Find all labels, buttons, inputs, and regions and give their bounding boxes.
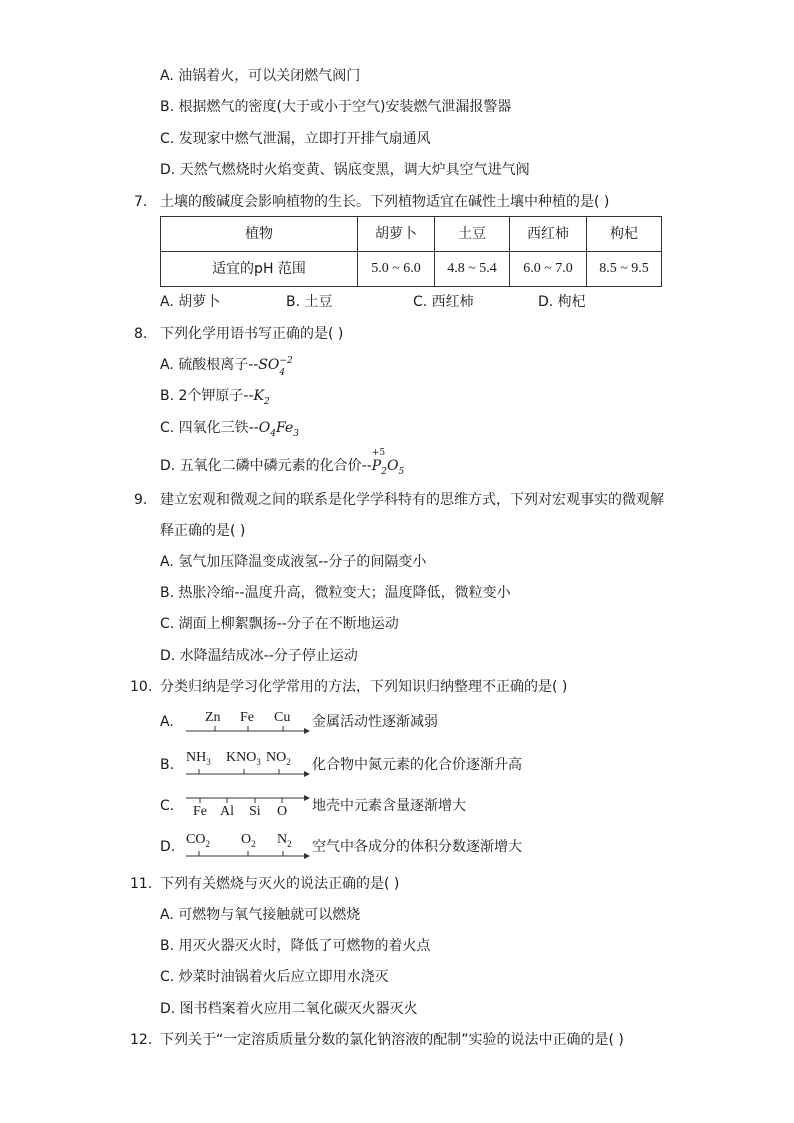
q9-option-a: A. 氢气加压降温变成液氢--分子的间隔变小	[160, 554, 427, 570]
q7-option-b: B. 土豆	[286, 294, 333, 310]
formula-subscript: 3	[293, 428, 299, 439]
q10-option-a-label: A.	[160, 714, 174, 730]
q11-stem: 下列有关燃烧与灭火的说法正确的是( )	[160, 876, 400, 892]
formula-subscript: 5	[398, 466, 405, 477]
q10-option-b-label: B.	[160, 757, 175, 773]
formula-main: NO	[266, 750, 287, 765]
arrow-icon	[186, 708, 310, 738]
q9-stem-line1: 建立宏观和微观之间的联系是化学学科特有的思维方式，下列对宏观事实的微观解	[160, 492, 664, 508]
q8-option-a	[160, 355, 293, 378]
q8-option-c-text: C. 四氧化三铁--	[160, 420, 259, 436]
formula-main: NH	[186, 750, 207, 765]
formula-main: O	[386, 458, 399, 474]
ph-table	[160, 216, 662, 287]
q11-option-c: C. 炒菜时油锅着火后应立即用水浇灭	[160, 969, 389, 985]
q12-stem: 下列关于“一定溶质质量分数的氯化钠溶液的配制”实验的说法中正确的是( )	[160, 1032, 624, 1048]
q8-option-b-text: B. 2个钾原子--	[160, 388, 254, 404]
formula-subscript: 4	[279, 368, 286, 378]
q10-option-d-desc: 空气中各成分的体积分数逐渐增大	[312, 839, 522, 855]
formula-main: N	[277, 832, 288, 847]
q11-option-b: B. 用灭火器灭火时，降低了可燃物的着火点	[160, 938, 431, 954]
formula-main: O	[258, 420, 271, 436]
q10-number: 10.	[130, 679, 153, 695]
q7-option-a: A. 胡萝卜	[160, 294, 221, 310]
q8-stem: 下列化学用语书写正确的是( )	[160, 326, 344, 342]
q8-option-a-text: A. 硫酸根离子--	[160, 357, 259, 373]
sequence-item: Al	[220, 804, 234, 819]
formula-subscript: 2	[251, 838, 256, 849]
q7-number: 7.	[134, 194, 148, 210]
arrow-icon	[186, 830, 310, 862]
sequence-item: Fe	[240, 710, 254, 725]
ph-table-header-cell: 土豆	[435, 217, 510, 252]
q6-option-d: D. 天然气燃烧时火焰变黄、锅底变黑，调大炉具空气进气阀	[160, 162, 530, 178]
ph-table-cell: 8.5 ~ 9.5	[587, 252, 662, 287]
formula-main: Fe	[276, 420, 294, 436]
formula-main: O	[241, 832, 252, 847]
q10-option-b-sequence	[186, 748, 310, 780]
formula-subscript: 4	[270, 428, 276, 439]
q9-number: 9.	[134, 492, 148, 508]
formula-main: K	[253, 388, 264, 404]
iron-oxide-formula	[258, 420, 299, 439]
q6-option-a: A. 油锅着火，可以关闭燃气阀门	[160, 68, 361, 84]
sequence-item: Si	[249, 804, 261, 819]
arrow-icon	[186, 748, 310, 780]
q7-option-d: D. 枸杞	[538, 294, 586, 310]
formula-main: CO	[186, 832, 206, 847]
formula-subscript: 2	[205, 838, 210, 849]
q8-option-d-text: D. 五氧化二磷中磷元素的化合价--	[160, 458, 372, 474]
ph-table-header-cell: 枸杞	[587, 217, 662, 252]
q9-option-c: C. 湖面上柳絮飘扬--分子在不断地运动	[160, 616, 399, 632]
sulfate-formula	[258, 356, 293, 378]
q10-option-b-desc: 化合物中氮元素的化合价逐渐升高	[312, 757, 522, 773]
q9-option-d: D. 水降温结成冰--分子停止运动	[160, 648, 358, 664]
sequence-item: Fe	[193, 804, 207, 819]
potassium-formula	[253, 388, 270, 407]
ph-table-header-row	[161, 217, 662, 252]
q11-option-a: A. 可燃物与氧气接触就可以燃烧	[160, 907, 361, 923]
q10-option-d-sequence	[186, 830, 310, 862]
formula-main: KNO	[226, 750, 257, 765]
q10-option-a-sequence	[186, 708, 310, 738]
sequence-item: Cu	[274, 710, 291, 725]
ph-table-header-cell: 西红柿	[510, 217, 587, 252]
q8-option-c	[160, 418, 299, 444]
q8-option-d	[160, 448, 405, 482]
ph-table-cell: 适宜的pH 范围	[161, 252, 358, 287]
ph-table-row	[161, 252, 662, 287]
q10-option-c-sequence	[186, 792, 310, 822]
ph-table-header-cell: 胡萝卜	[358, 217, 435, 252]
formula-subscript: 2	[381, 466, 387, 477]
q6-option-b: B. 根据燃气的密度(大于或小于空气)安装燃气泄漏报警器	[160, 99, 512, 115]
q10-option-c-label: C.	[160, 798, 175, 814]
sequence-item: O	[277, 804, 288, 819]
q10-option-c-desc: 地壳中元素含量逐渐增大	[312, 798, 466, 814]
q10-stem: 分类归纳是学习化学常用的方法，下列知识归纳整理不正确的是( )	[160, 679, 568, 695]
formula-subscript: 2	[286, 756, 291, 767]
q9-option-b: B. 热胀冷缩--温度升高，微粒变大；温度降低，微粒变小	[160, 585, 511, 601]
q8-option-b	[160, 386, 270, 412]
q9-stem-line2: 释正确的是( )	[160, 523, 246, 539]
q11-option-d: D. 图书档案着火应用二氧化碳灭火器灭火	[160, 1001, 418, 1017]
ph-table-cell: 6.0 ~ 7.0	[510, 252, 587, 287]
q12-number: 12.	[130, 1032, 153, 1048]
q10-option-a-desc: 金属活动性逐渐减弱	[312, 714, 438, 730]
q11-number: 11.	[130, 876, 153, 892]
formula-main: SO	[258, 357, 280, 373]
ph-table-cell: 5.0 ~ 6.0	[358, 252, 435, 287]
q10-option-d-label: D.	[160, 839, 176, 855]
q7-stem: 土壤的酸碱度会影响植物的生长。下列植物适宜在碱性土壤中种植的是( )	[160, 194, 610, 210]
phosphorus-oxide-formula	[371, 448, 405, 482]
formula-superscript: −2	[279, 356, 293, 366]
ph-table-header-cell: 植物	[161, 217, 358, 252]
formula-subscript: 3	[256, 756, 261, 767]
q6-option-c: C. 发现家中燃气泄漏，立即打开排气扇通风	[160, 131, 431, 147]
formula-subscript: 2	[287, 838, 292, 849]
sequence-item: Zn	[205, 710, 221, 725]
valence-mark: +5	[371, 448, 386, 458]
q7-option-c: C. 西红柿	[413, 294, 474, 310]
ph-table-cell: 4.8 ~ 5.4	[435, 252, 510, 287]
formula-subscript: 3	[206, 756, 211, 767]
q8-number: 8.	[134, 326, 148, 342]
formula-subscript: 2	[263, 396, 270, 407]
formula-main: P	[371, 458, 382, 474]
